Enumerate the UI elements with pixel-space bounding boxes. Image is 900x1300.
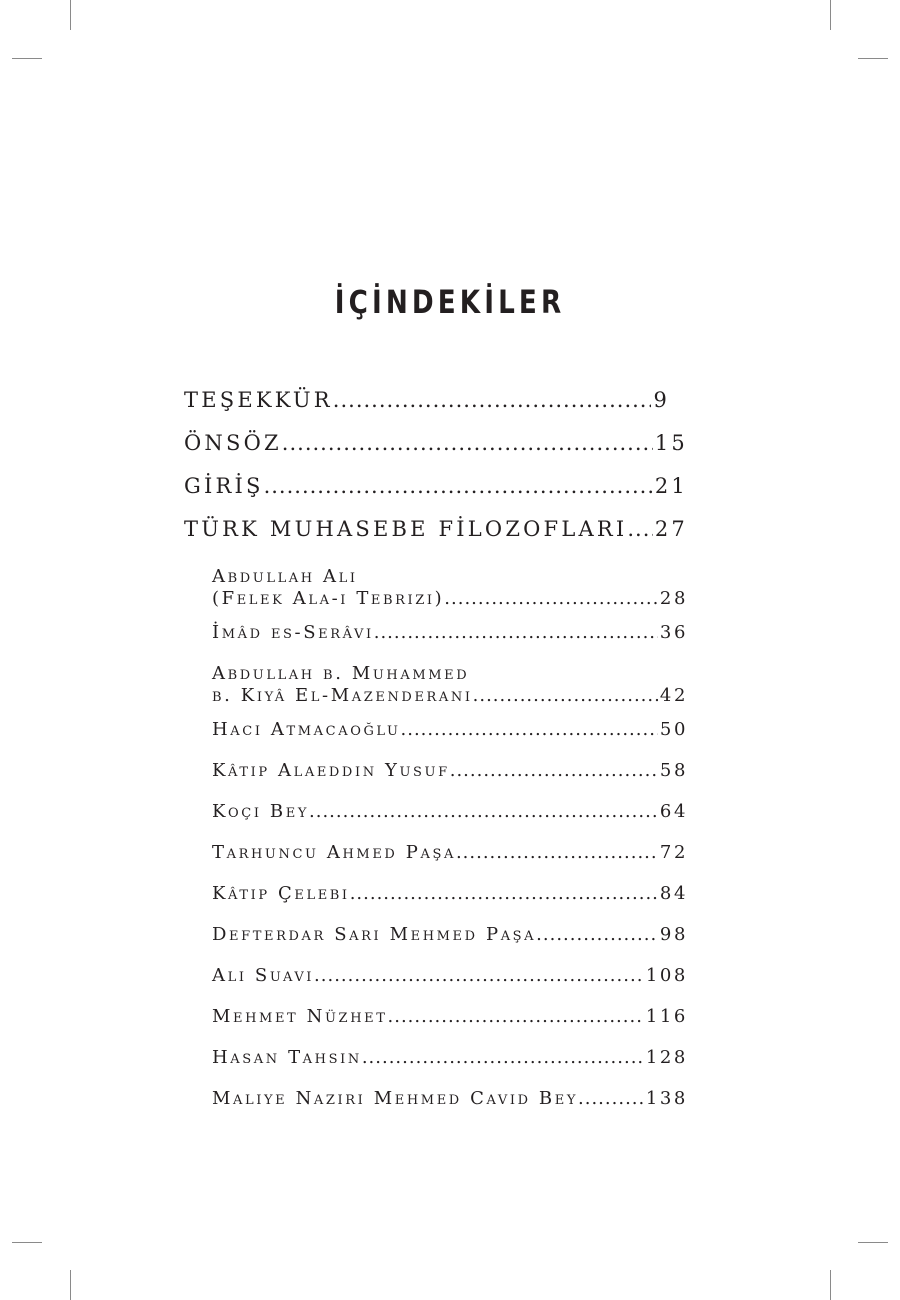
dot-leader: [473, 685, 658, 707]
toc-subentry[interactable]: [212, 760, 688, 801]
table-of-contents: [184, 388, 688, 1129]
toc-entry-label: Defterdar Sarı Mehmed Paşa: [212, 924, 537, 945]
toc-subentry[interactable]: [212, 663, 688, 707]
toc-entry-label: Mehmet Nüzhet: [212, 1006, 388, 1027]
dot-leader: [350, 883, 658, 904]
dot-leader: [333, 388, 652, 412]
toc-entry-page: 98: [659, 924, 688, 945]
crop-mark: [70, 1270, 71, 1300]
toc-entry-page: 72: [659, 842, 688, 863]
toc-entry-page: 116: [645, 1006, 688, 1027]
toc-entry-label: Koçi Bey: [212, 801, 310, 822]
toc-entry-line2: [212, 685, 688, 707]
toc-entry-label: Ali Suavi: [212, 965, 315, 986]
page-title: İÇİNDEKİLER: [334, 283, 566, 321]
toc-entry-tesekkur[interactable]: [184, 388, 670, 431]
toc-entry-label: İmâd es-Serâvi: [212, 622, 374, 643]
toc-entry-page: 128: [645, 1047, 688, 1068]
toc-entry-page: 84: [659, 883, 688, 904]
toc-entry-onsoz[interactable]: [184, 431, 688, 474]
toc-entry-page: 138: [645, 1088, 688, 1109]
toc-entry-label: Abdullah b. Muhammed: [212, 663, 470, 684]
toc-subentry[interactable]: [212, 1088, 688, 1129]
dot-leader: [388, 1006, 644, 1027]
crop-mark: [12, 1242, 42, 1243]
toc-subentry[interactable]: [212, 622, 688, 663]
toc-entry-label-continued: b. Kiyâ El-Mazenderani: [212, 685, 473, 706]
toc-entry-label: Abdullah Ali: [212, 566, 358, 587]
dot-leader: [578, 1088, 644, 1109]
toc-entry-page: 42: [659, 685, 688, 706]
toc-entry-line2: [212, 588, 688, 610]
toc-entry-page: 36: [659, 622, 688, 643]
toc-subentry[interactable]: [212, 719, 688, 760]
toc-subentry[interactable]: [212, 1006, 688, 1047]
toc-entry-page: 9: [653, 388, 670, 412]
toc-entry-page: 64: [659, 801, 688, 822]
crop-mark: [830, 0, 831, 30]
toc-entry-label: Kâtip Çelebi: [212, 883, 350, 904]
toc-entry-label: Maliye Nazırı Mehmed Cavid Bey: [212, 1088, 579, 1109]
dot-leader: [536, 924, 658, 945]
toc-entry-page: 108: [645, 965, 688, 986]
crop-mark: [830, 1270, 831, 1300]
toc-subentry[interactable]: [212, 924, 688, 965]
dot-leader: [314, 965, 644, 986]
toc-subentry[interactable]: [212, 801, 688, 842]
toc-entry-giris[interactable]: [184, 474, 688, 517]
crop-mark: [12, 58, 42, 59]
crop-mark: [858, 1242, 888, 1243]
crop-mark: [858, 58, 888, 59]
toc-entry-label: Tarhuncu Ahmed Paşa: [212, 842, 456, 863]
dot-leader: [627, 517, 653, 541]
toc-entry-page: 15: [654, 431, 688, 455]
toc-entry-page: 28: [659, 588, 688, 609]
toc-subentry[interactable]: [212, 883, 688, 924]
dot-leader: [401, 719, 658, 740]
toc-subentry[interactable]: [212, 566, 688, 610]
toc-entry-label: Hacı Atmacaoğlu: [212, 719, 401, 740]
dot-leader: [374, 622, 658, 643]
toc-entry-page: 27: [654, 517, 688, 541]
toc-entry-label: TEŞEKKÜR: [184, 388, 333, 412]
dot-leader: [264, 474, 653, 498]
toc-entry-label: Hasan Tahsin: [212, 1047, 362, 1068]
toc-subentry[interactable]: [212, 965, 688, 1006]
dot-leader: [450, 760, 658, 781]
dot-leader: [456, 842, 658, 863]
dot-leader: [444, 588, 658, 610]
toc-subentry[interactable]: [212, 842, 688, 883]
dot-leader: [362, 1047, 644, 1068]
toc-entry-turk-muhasebe-filozoflari[interactable]: [184, 517, 688, 560]
toc-entry-label: GİRİŞ: [184, 474, 264, 498]
toc-entry-label: ÖNSÖZ: [184, 431, 282, 455]
dot-leader: [282, 431, 653, 455]
toc-entry-page: 50: [659, 719, 688, 740]
toc-subentry[interactable]: [212, 1047, 688, 1088]
toc-entry-label-continued: (Felek Ala-i Tebrizi): [212, 588, 445, 609]
toc-entry-page: 21: [654, 474, 688, 498]
toc-entry-label: TÜRK MUHASEBE FİLOZOFLARI: [184, 517, 628, 541]
crop-mark: [70, 0, 71, 30]
toc-entry-page: 58: [659, 760, 688, 781]
dot-leader: [309, 801, 658, 822]
toc-entry-label: Kâtip Alaeddin Yusuf: [212, 760, 450, 781]
toc-subsection-list: [212, 566, 688, 1129]
